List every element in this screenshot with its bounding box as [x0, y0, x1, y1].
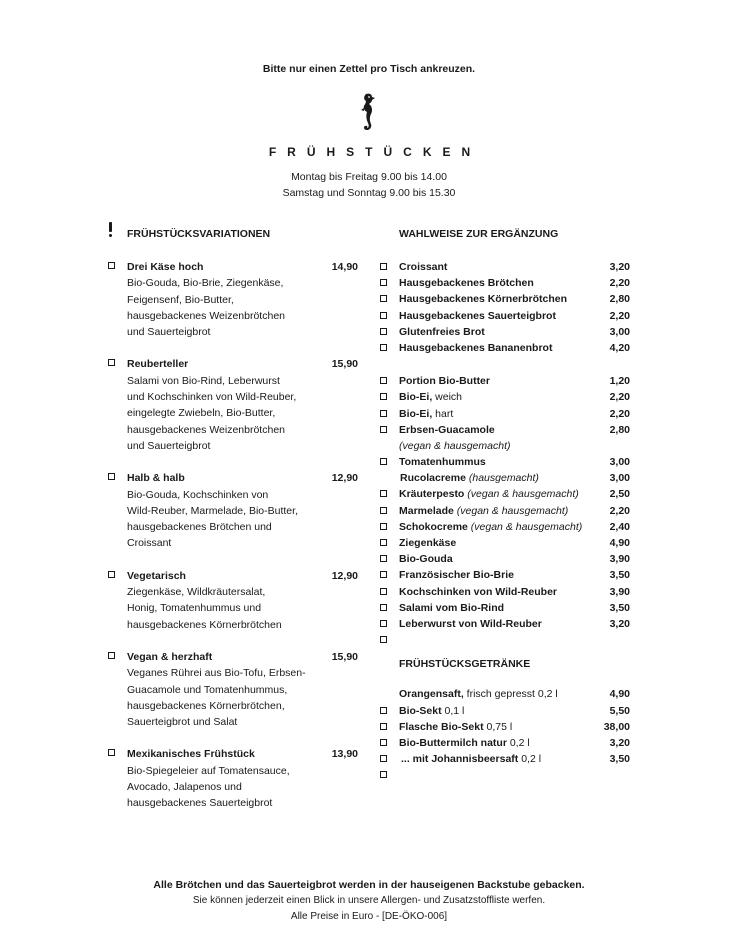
drink-item: Bio-Buttermilch natur 0,2 l 3,20: [380, 735, 630, 751]
item-price: 12,90: [331, 472, 358, 485]
extra-item: Marmelade (vegan & hausgemacht) 2,20: [380, 503, 630, 519]
checkbox[interactable]: [380, 458, 387, 465]
extra-item: Hausgebackenes Sauerteigbrot 2,20: [380, 308, 630, 324]
item-name: Vegetarisch: [127, 569, 186, 582]
checkbox[interactable]: [108, 262, 115, 269]
menu-item: [108, 649, 358, 730]
checkbox[interactable]: [380, 279, 387, 286]
checkbox[interactable]: [380, 588, 387, 595]
extra-item: Bio-Ei, weich 2,20: [380, 389, 630, 405]
checkbox[interactable]: [380, 490, 387, 497]
checkbox[interactable]: [380, 771, 387, 778]
item-note: (vegan & hausgemacht): [399, 439, 511, 452]
drink-item: Orangensaft, frisch gepresst 0,2 l 4,90: [399, 688, 630, 701]
seahorse-icon: [357, 92, 377, 132]
extra-item: Kochschinken von Wild-Reuber 3,90: [380, 584, 630, 600]
item-price: 15,90: [331, 358, 358, 371]
checkbox[interactable]: [380, 739, 387, 746]
footer-allergen-note: Sie können jederzeit einen Blick in unsere Allergen- und Zusatzstoffliste werfen.: [192, 895, 546, 906]
checkbox[interactable]: [380, 507, 387, 514]
page-title: FRÜHSTÜCKEN: [268, 145, 482, 159]
breakfast-variations: [108, 226, 358, 828]
item-name: Reuberteller: [127, 358, 189, 371]
extra-item: Portion Bio-Butter 1,20: [380, 373, 630, 389]
item-name: Drei Käse hoch: [127, 261, 204, 273]
checkbox[interactable]: [108, 571, 115, 578]
menu-item: [108, 568, 358, 633]
checkbox[interactable]: [380, 377, 387, 384]
checkbox[interactable]: [380, 571, 387, 578]
checkbox[interactable]: [380, 755, 387, 762]
drink-item: Flasche Bio-Sekt 0,75 l 38,00: [380, 719, 630, 735]
checkbox[interactable]: [380, 263, 387, 270]
menu-item: [108, 746, 358, 811]
checkbox[interactable]: [380, 523, 387, 530]
drinks-heading: FRÜHSTÜCKSGETRÄNKE: [399, 658, 531, 671]
extra-item: Erbsen-Guacamole 2,80: [380, 422, 630, 438]
extras-column: [380, 226, 630, 783]
footer-price-note: Alle Preise in Euro - [DE-ÖKO-006]: [290, 911, 448, 922]
item-price: 14,90: [331, 261, 358, 273]
item-description: Bio-Gouda, Bio-Brie, Ziegenkäse, Feigensenf, Bio-Butter, hausgebackenes Weizenbrötchen und Sauerteigbrot: [127, 277, 285, 339]
extra-item: Rucolacreme (hausgemacht) 3,00: [400, 472, 630, 485]
extra-item: Kräuterpesto (vegan & hausgemacht) 2,50: [380, 486, 630, 502]
checkbox[interactable]: [108, 359, 115, 366]
checkbox[interactable]: [108, 652, 115, 659]
checkbox[interactable]: [380, 604, 387, 611]
opening-hours: [0, 169, 738, 201]
extra-item: Leberwurst von Wild-Reuber 3,20: [380, 616, 630, 632]
checkbox[interactable]: [380, 620, 387, 627]
extra-item-empty: [380, 632, 630, 648]
item-description: Veganes Rührei aus Bio-Tofu, Erbsen- Guacamole und Tomatenhummus, hausgebackenes Körnerbrötchen, Sauerteigbrot und Salat: [127, 667, 306, 729]
extra-item: Französischer Bio-Brie 3,50: [380, 567, 630, 583]
extra-item: Croissant 3,20: [380, 259, 630, 275]
top-note: Bitte nur einen Zettel pro Tisch ankreuzen.: [262, 63, 476, 75]
menu-item: [108, 259, 358, 340]
variations-heading: FRÜHSTÜCKSVARIATIONEN: [108, 226, 358, 242]
extras-heading: WAHLWEISE ZUR ERGÄNZUNG: [399, 228, 559, 240]
hours-weekend: Samstag und Sonntag 9.00 bis 15.30: [282, 187, 456, 199]
checkbox[interactable]: [380, 393, 387, 400]
checkbox[interactable]: [380, 344, 387, 351]
checkbox[interactable]: [380, 707, 387, 714]
drink-item: Bio-Sekt 0,1 l 5,50: [380, 703, 630, 719]
checkbox[interactable]: [380, 555, 387, 562]
item-name: Halb & halb: [127, 472, 185, 485]
extra-item: Tomatenhummus 3,00: [380, 454, 630, 470]
item-description: Salami von Bio-Rind, Leberwurst und Kochschinken von Wild-Reuber, eingelegte Zwiebeln, Bio-Butter, hausgebackenes Weizenbrötchen und Sauerteigbrot: [127, 374, 297, 452]
menu-item: [108, 470, 358, 551]
item-name: Vegan & herzhaft: [127, 650, 213, 663]
item-price: 15,90: [331, 650, 358, 663]
extra-item: Bio-Ei, hart 2,20: [380, 406, 630, 422]
footer: [0, 877, 738, 925]
item-description: Ziegenkäse, Wildkräutersalat, Honig, Tomatenhummus und hausgebackenes Körnerbrötchen: [127, 586, 282, 631]
checkbox[interactable]: [380, 295, 387, 302]
checkbox[interactable]: [380, 426, 387, 433]
extra-item: Bio-Gouda 3,90: [380, 551, 630, 567]
item-description: Bio-Spiegeleier auf Tomatensauce, Avocado, Jalapenos und hausgebackenes Sauerteigbrot: [127, 764, 290, 810]
extra-item: Hausgebackenes Körnerbrötchen 2,80: [380, 291, 630, 307]
checkbox[interactable]: [380, 410, 387, 417]
hours-weekdays: Montag bis Freitag 9.00 bis 14.00: [291, 171, 447, 183]
item-price: 12,90: [331, 569, 358, 582]
extra-item: Glutenfreies Brot 3,00: [380, 324, 630, 340]
extra-item: Ziegenkäse 4,90: [380, 535, 630, 551]
drink-item: ... mit Johannisbeersaft 0,2 l 3,50: [380, 751, 630, 767]
extra-item: Hausgebackenes Brötchen 2,20: [380, 275, 630, 291]
menu-item: [108, 356, 358, 454]
item-description: Bio-Gouda, Kochschinken von Wild-Reuber, Marmelade, Bio-Butter, hausgebackenes Brötchen und Croissant: [127, 488, 298, 550]
checkbox[interactable]: [380, 539, 387, 546]
extra-item: Salami vom Bio-Rind 3,50: [380, 600, 630, 616]
item-name: Mexikanisches Frühstück: [127, 748, 255, 761]
extra-item: Schokocreme (vegan & hausgemacht) 2,40: [380, 519, 630, 535]
drink-item-empty: [380, 767, 630, 783]
exclamation-icon: [109, 222, 112, 237]
extra-item: Hausgebackenes Bananenbrot 4,20: [380, 340, 630, 356]
checkbox[interactable]: [380, 328, 387, 335]
checkbox[interactable]: [108, 473, 115, 480]
checkbox[interactable]: [108, 749, 115, 756]
checkbox[interactable]: [380, 636, 387, 643]
item-price: 13,90: [331, 748, 358, 761]
footer-bakery-note: Alle Brötchen und das Sauerteigbrot werden in der hauseigenen Backstube gebacken.: [153, 879, 585, 891]
checkbox[interactable]: [380, 723, 387, 730]
checkbox[interactable]: [380, 312, 387, 319]
